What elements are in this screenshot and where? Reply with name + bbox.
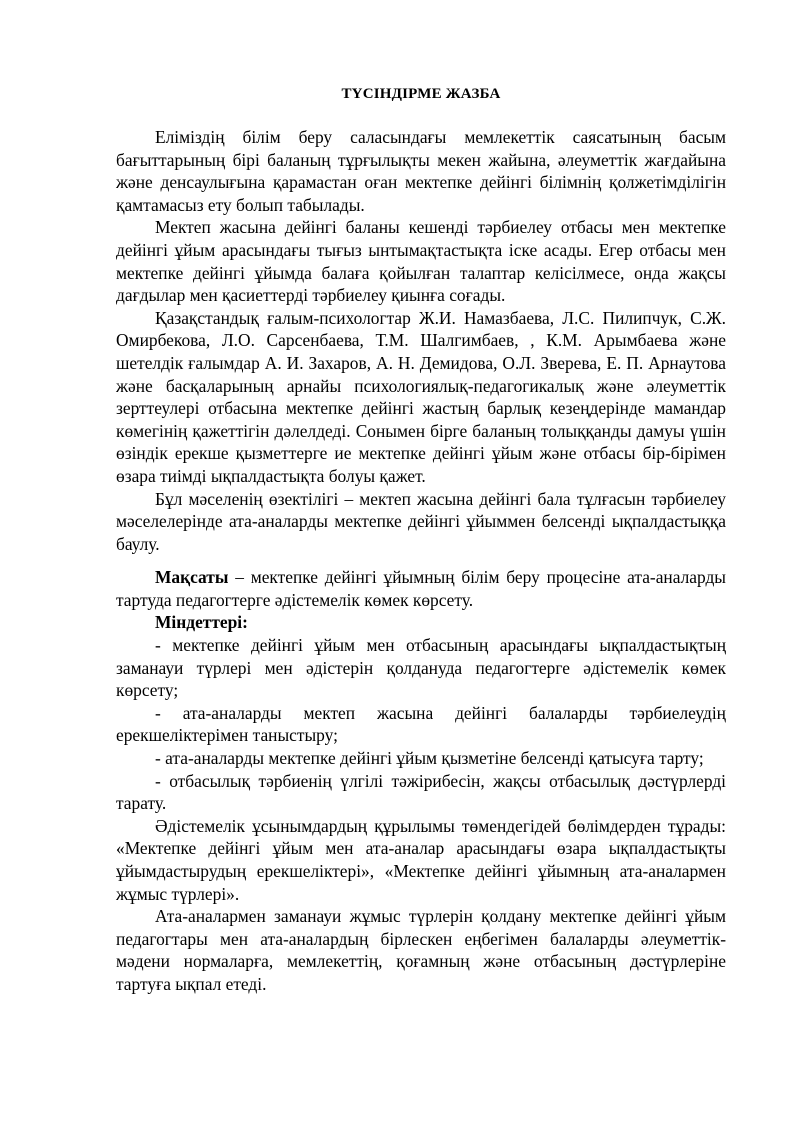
task-item: - ата-аналарды мектепке дейінгі ұйым қызметіне белсенді қатысуға тарту; <box>155 748 704 769</box>
tasks-heading: Міндеттері: <box>155 612 248 633</box>
goal-text: – мектепке дейінгі ұйымның білім беру процесіне ата-аналарды тартуда педагогтерге әдістемелік көмек көрсету. <box>116 567 726 610</box>
paragraph-scientists: Қазақстандық ғалым-психологтар Ж.И. Намазбаева, Л.С. Пилипчук, С.Ж. Омирбекова, Л.О. Сарсенбаева, Т.М. Шалгимбаев, , К.М. Арымбаева және шетелдік ғалымдар А. И. Захаров, А. Н. Демидова, О.Л. Зверева, Е. П. Арнаутова және басқаларының арнайы психологиялық-педагогикалық және әлеуметтік зерттеулері отбасына мектепке дейінгі жастың барлық кезеңдерінде мамандар көмегінің қажеттігін дәлелдеді. Сонымен бірге баланың толыққанды дамуы үшін өзіндік ерекше қызметтерге ие мектепке дейінгі ұйым және отбасы бір-бірімен өзара тиімді ықпалдастықта болуы қажет. <box>116 307 726 486</box>
task-item: - мектепке дейінгі ұйым мен отбасының арасындағы ықпалдастықтың заманауи түрлері мен әдістерін қолдануда педагогтерге әдістемелік көмек көрсету; <box>116 635 726 701</box>
paragraph-intro: Еліміздің білім беру саласындағы мемлекеттік саясатының басым бағыттарының бірі баланың тұрғылықты мекен жайына, әлеуметтік жағдайына және денсаулығына қарамастан оған мектепке дейінгі білімнің қолжетімділігін қамтамасыз ету болып табылады. <box>116 127 726 215</box>
paragraph-relevance: Бұл мәселенің өзектілігі – мектеп жасына дейінгі бала тұлғасын тәрбиелеу мәселелерінде ата-аналарды мектепке дейінгі ұйыммен белсенді ықпалдастыққа баулу. <box>116 488 726 554</box>
goal-paragraph <box>116 566 726 611</box>
document-body <box>116 86 726 996</box>
paragraph-structure: Әдістемелік ұсынымдардың құрылымы төмендегідей бөлімдерден тұрады: «Мектепке дейінгі ұйым мен ата-аналар арасындағы өзара ықпалдастықты ұйымдастырудың ерекшеліктері», «Мектепке дейінгі ұйымның ата-аналармен жұмыс түрлері». <box>116 815 726 904</box>
document-title: ТҮСІНДІРМЕ ЖАЗБА <box>341 86 501 102</box>
paragraph-cooperation: Мектеп жасына дейінгі баланы кешенді тәрбиелеу отбасы мен мектепке дейінгі ұйым арасындағы тығыз ынтымақтастықта іске асады. Егер отбасы мен мектепке дейінгі ұйымда балаға қойылған талаптар келісілмесе, онда жақсы дағдылар мен қасиеттерді тәрбиелеу қиынға соғады. <box>116 217 726 306</box>
paragraph-final: Ата-аналармен заманауи жұмыс түрлерін қолдану мектепке дейінгі ұйым педагогтары мен ата-аналардың бірлескен еңбегімен балаларды әлеуметтік-мәдени нормаларға, мемлекеттің, қоғамның және отбасының дәстүрлеріне тартуға ықпал етеді. <box>116 906 726 994</box>
task-item: - ата-аналарды мектеп жасына дейінгі балаларды тәрбиелеудің ерекшеліктерімен таныстыру; <box>116 702 726 746</box>
task-item: - отбасылық тәрбиенің үлгілі тәжірибесін, жақсы отбасылық дәстүрлерді тарату. <box>116 770 726 814</box>
goal-label: Мақсаты <box>155 567 229 588</box>
